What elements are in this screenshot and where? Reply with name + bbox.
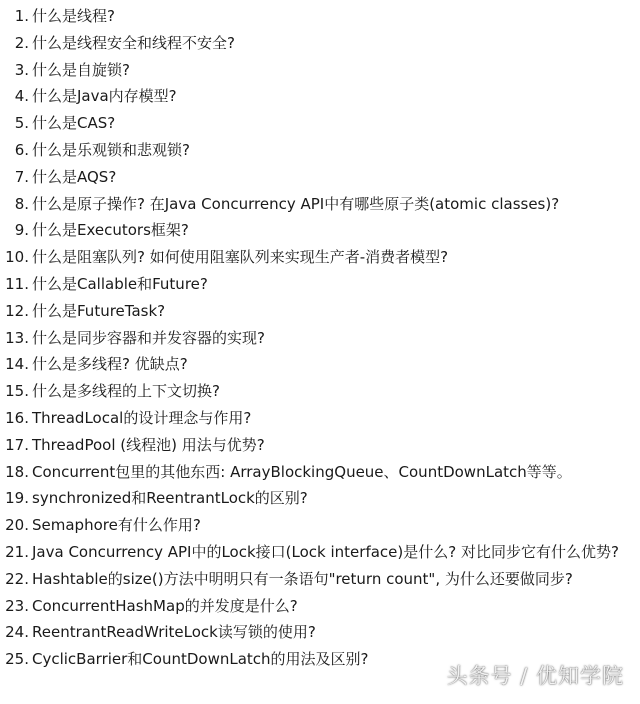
item-text: 什么是乐观锁和悲观锁? <box>32 140 190 159</box>
watermark: 头条号 / 优知学院 <box>446 664 624 688</box>
item-number: 5. <box>14 114 29 133</box>
item-text: Hashtable的size()方法中明明只有一条语句"return count", 为什么还要做同步? <box>32 569 573 588</box>
item-text: 什么是FutureTask? <box>32 301 166 320</box>
item-number: 20. <box>5 516 29 535</box>
item-number: 11. <box>5 274 29 293</box>
list-item <box>0 432 632 459</box>
item-number: 10. <box>5 248 29 267</box>
item-number: 24. <box>5 623 29 642</box>
item-text: 什么是CAS? <box>32 114 116 133</box>
item-text: 什么是原子操作? 在Java Concurrency API中有哪些原子类(atomic classes)? <box>32 194 560 213</box>
item-text: ConcurrentHashMap的并发度是什么? <box>32 596 298 615</box>
item-text: ReentrantReadWriteLock读写锁的使用? <box>32 623 316 642</box>
item-number: 13. <box>5 328 29 347</box>
item-number: 19. <box>5 489 29 508</box>
item-text: CyclicBarrier和CountDownLatch的用法及区别? <box>32 650 369 669</box>
item-number: 14. <box>5 355 29 374</box>
item-text: Java Concurrency API中的Lock接口(Lock interface)是什么? 对比同步它有什么优势? <box>32 542 619 561</box>
list-item <box>0 110 632 137</box>
item-number: 21. <box>5 542 29 561</box>
item-number: 6. <box>14 140 29 159</box>
list-item <box>0 539 632 566</box>
list-item <box>0 191 632 218</box>
list-item <box>0 137 632 164</box>
list-item <box>0 244 632 271</box>
question-list <box>0 3 632 673</box>
item-number: 4. <box>14 87 29 106</box>
item-text: 什么是线程? <box>32 7 115 25</box>
item-number: 9. <box>14 221 29 240</box>
list-item <box>0 593 632 620</box>
item-number: 22. <box>5 569 29 588</box>
list-item <box>0 271 632 298</box>
list-item <box>0 164 632 191</box>
list-item <box>0 3 632 30</box>
item-text: Concurrent包里的其他东西: ArrayBlockingQueue、CountDownLatch等等。 <box>32 462 572 481</box>
item-text: 什么是同步容器和并发容器的实现? <box>32 328 265 347</box>
item-text: ThreadPool (线程池) 用法与优势? <box>32 435 265 454</box>
item-number: 3. <box>14 60 29 79</box>
item-text: 什么是线程安全和线程不安全? <box>32 33 235 52</box>
item-number: 1. <box>14 7 29 25</box>
list-item <box>0 566 632 593</box>
list-item <box>0 217 632 244</box>
list-item <box>0 351 632 378</box>
list-item <box>0 30 632 57</box>
list-item <box>0 405 632 432</box>
list-item <box>0 298 632 325</box>
item-number: 25. <box>5 650 29 669</box>
item-text: synchronized和ReentrantLock的区别? <box>32 489 308 508</box>
item-number: 16. <box>5 408 29 427</box>
item-number: 18. <box>5 462 29 481</box>
item-text: Semaphore有什么作用? <box>32 516 201 535</box>
list-item <box>0 378 632 405</box>
list-item <box>0 83 632 110</box>
list-item <box>0 619 632 646</box>
item-text: 什么是自旋锁? <box>32 60 130 79</box>
item-number: 17. <box>5 435 29 454</box>
item-number: 12. <box>5 301 29 320</box>
item-text: 什么是多线程的上下文切换? <box>32 382 220 401</box>
item-text: 什么是Callable和Future? <box>32 274 208 293</box>
item-text: 什么是Java内存模型? <box>32 87 177 106</box>
item-number: 15. <box>5 382 29 401</box>
item-number: 2. <box>14 33 29 52</box>
item-number: 7. <box>14 167 29 186</box>
list-item <box>0 485 632 512</box>
list-item <box>0 57 632 84</box>
item-text: 什么是AQS? <box>32 167 117 186</box>
item-number: 8. <box>14 194 29 213</box>
list-item <box>0 459 632 486</box>
item-number: 23. <box>5 596 29 615</box>
item-text: ThreadLocal的设计理念与作用? <box>32 408 252 427</box>
list-item <box>0 325 632 352</box>
item-text: 什么是Executors框架? <box>32 221 189 240</box>
item-text: 什么是多线程? 优缺点? <box>32 355 188 374</box>
item-text: 什么是阻塞队列? 如何使用阻塞队列来实现生产者-消费者模型? <box>32 248 449 267</box>
list-item <box>0 512 632 539</box>
